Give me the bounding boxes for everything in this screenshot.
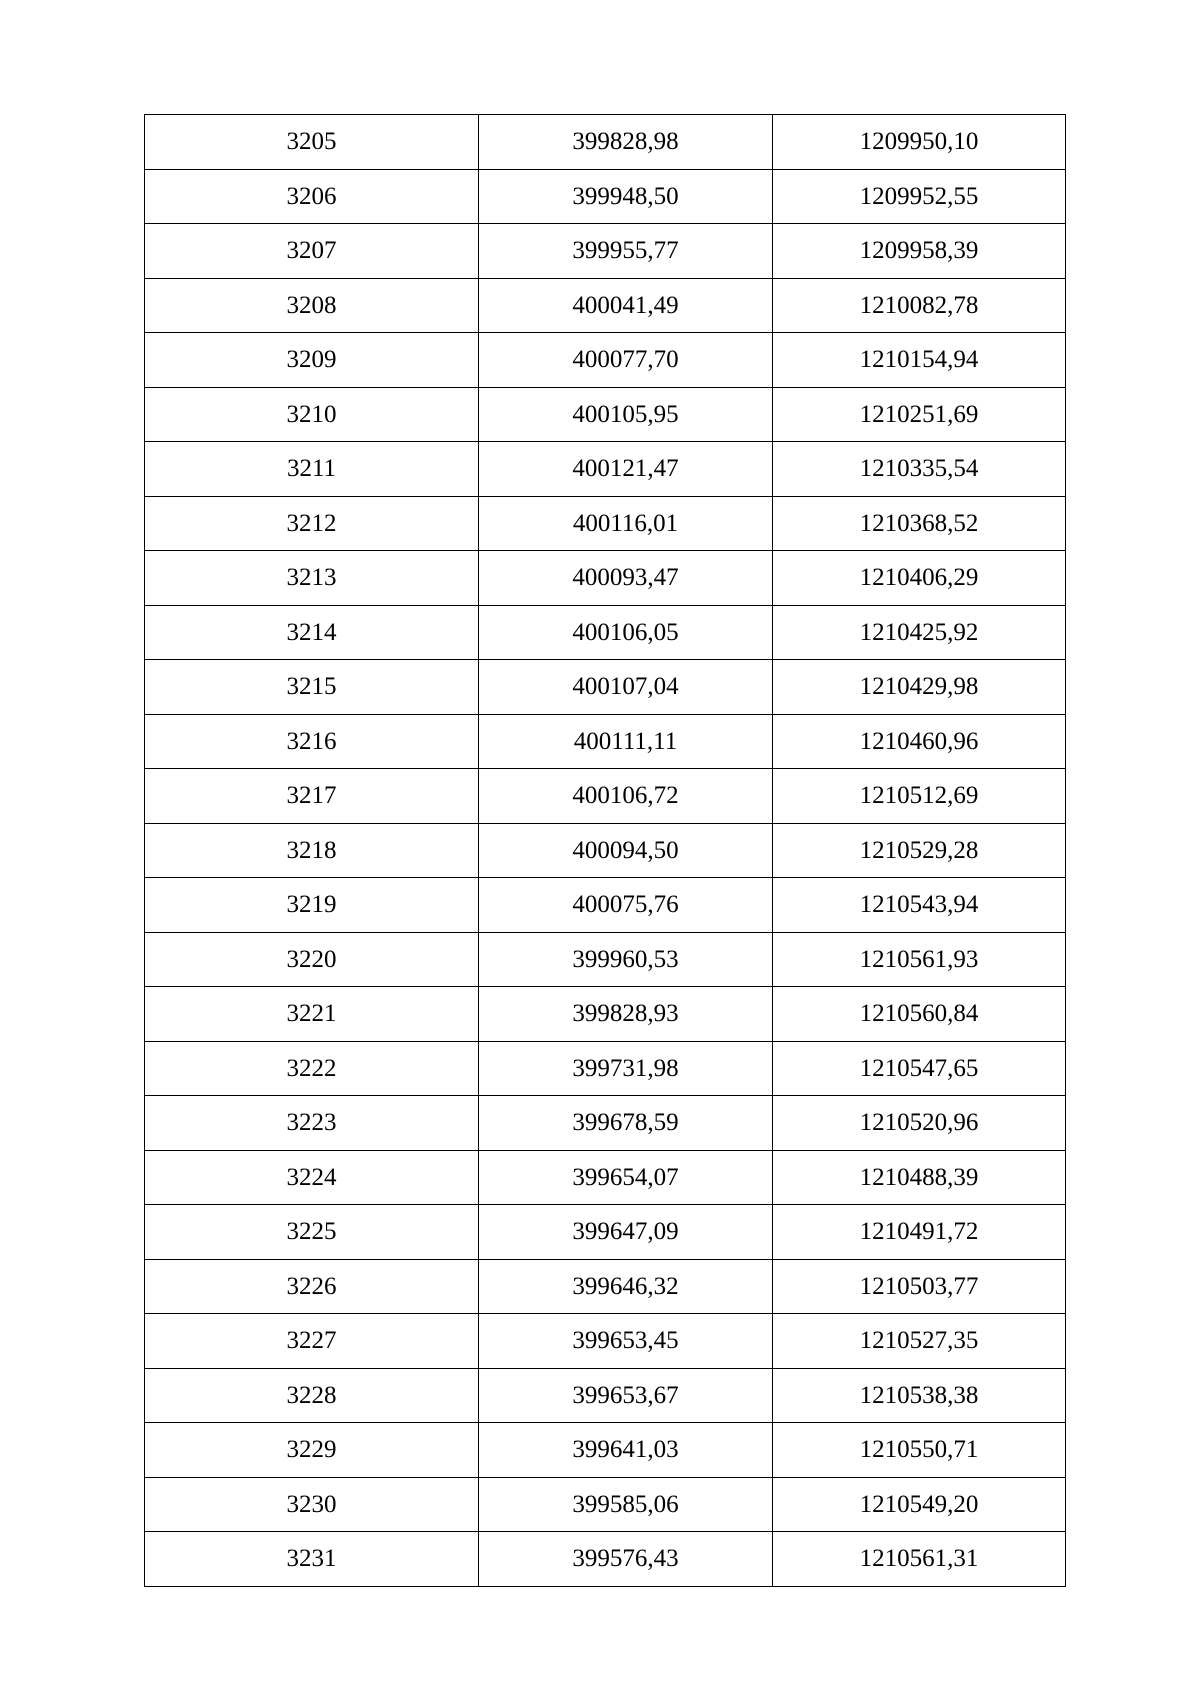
table-row xyxy=(145,987,1066,1042)
y-coordinate-cell: 1210550,71 xyxy=(773,1423,1066,1478)
point-number-cell: 3224 xyxy=(145,1150,479,1205)
y-coordinate-cell: 1210425,92 xyxy=(773,605,1066,660)
table-row xyxy=(145,1041,1066,1096)
point-number-cell: 3231 xyxy=(145,1532,479,1587)
x-coordinate-cell: 400075,76 xyxy=(479,878,773,933)
x-coordinate-cell: 399576,43 xyxy=(479,1532,773,1587)
point-number-cell: 3209 xyxy=(145,333,479,388)
y-coordinate-cell: 1210335,54 xyxy=(773,442,1066,497)
y-coordinate-cell: 1210460,96 xyxy=(773,714,1066,769)
table-row xyxy=(145,769,1066,824)
table-row xyxy=(145,496,1066,551)
y-coordinate-cell: 1210406,29 xyxy=(773,551,1066,606)
x-coordinate-cell: 400093,47 xyxy=(479,551,773,606)
y-coordinate-cell: 1210543,94 xyxy=(773,878,1066,933)
table-row xyxy=(145,169,1066,224)
y-coordinate-cell: 1210503,77 xyxy=(773,1259,1066,1314)
y-coordinate-cell: 1210549,20 xyxy=(773,1477,1066,1532)
point-number-cell: 3206 xyxy=(145,169,479,224)
table-row xyxy=(145,823,1066,878)
y-coordinate-cell: 1210082,78 xyxy=(773,278,1066,333)
y-coordinate-cell: 1210368,52 xyxy=(773,496,1066,551)
point-number-cell: 3218 xyxy=(145,823,479,878)
x-coordinate-cell: 399653,67 xyxy=(479,1368,773,1423)
table-row xyxy=(145,1314,1066,1369)
y-coordinate-cell: 1209950,10 xyxy=(773,115,1066,170)
point-number-cell: 3225 xyxy=(145,1205,479,1260)
point-number-cell: 3222 xyxy=(145,1041,479,1096)
x-coordinate-cell: 400121,47 xyxy=(479,442,773,497)
table-row xyxy=(145,1150,1066,1205)
coordinates-table xyxy=(144,114,1066,1587)
x-coordinate-cell: 400094,50 xyxy=(479,823,773,878)
table-row xyxy=(145,333,1066,388)
y-coordinate-cell: 1210491,72 xyxy=(773,1205,1066,1260)
x-coordinate-cell: 400106,72 xyxy=(479,769,773,824)
table-row xyxy=(145,660,1066,715)
x-coordinate-cell: 400041,49 xyxy=(479,278,773,333)
table-row xyxy=(145,1368,1066,1423)
y-coordinate-cell: 1209952,55 xyxy=(773,169,1066,224)
x-coordinate-cell: 399960,53 xyxy=(479,932,773,987)
x-coordinate-cell: 399828,93 xyxy=(479,987,773,1042)
x-coordinate-cell: 400077,70 xyxy=(479,333,773,388)
table-row xyxy=(145,878,1066,933)
point-number-cell: 3223 xyxy=(145,1096,479,1151)
point-number-cell: 3220 xyxy=(145,932,479,987)
x-coordinate-cell: 399678,59 xyxy=(479,1096,773,1151)
point-number-cell: 3213 xyxy=(145,551,479,606)
y-coordinate-cell: 1210529,28 xyxy=(773,823,1066,878)
table-row xyxy=(145,1096,1066,1151)
x-coordinate-cell: 399647,09 xyxy=(479,1205,773,1260)
point-number-cell: 3216 xyxy=(145,714,479,769)
table-row xyxy=(145,442,1066,497)
point-number-cell: 3221 xyxy=(145,987,479,1042)
y-coordinate-cell: 1210527,35 xyxy=(773,1314,1066,1369)
y-coordinate-cell: 1209958,39 xyxy=(773,224,1066,279)
y-coordinate-cell: 1210560,84 xyxy=(773,987,1066,1042)
y-coordinate-cell: 1210547,65 xyxy=(773,1041,1066,1096)
table-row xyxy=(145,714,1066,769)
point-number-cell: 3229 xyxy=(145,1423,479,1478)
table-row xyxy=(145,1423,1066,1478)
y-coordinate-cell: 1210512,69 xyxy=(773,769,1066,824)
x-coordinate-cell: 399585,06 xyxy=(479,1477,773,1532)
point-number-cell: 3217 xyxy=(145,769,479,824)
table-row xyxy=(145,932,1066,987)
x-coordinate-cell: 399828,98 xyxy=(479,115,773,170)
y-coordinate-cell: 1210561,31 xyxy=(773,1532,1066,1587)
y-coordinate-cell: 1210251,69 xyxy=(773,387,1066,442)
point-number-cell: 3228 xyxy=(145,1368,479,1423)
table-row xyxy=(145,224,1066,279)
x-coordinate-cell: 399641,03 xyxy=(479,1423,773,1478)
table-row xyxy=(145,551,1066,606)
table-row xyxy=(145,1205,1066,1260)
point-number-cell: 3212 xyxy=(145,496,479,551)
x-coordinate-cell: 400105,95 xyxy=(479,387,773,442)
x-coordinate-cell: 399731,98 xyxy=(479,1041,773,1096)
table-row xyxy=(145,115,1066,170)
point-number-cell: 3226 xyxy=(145,1259,479,1314)
y-coordinate-cell: 1210538,38 xyxy=(773,1368,1066,1423)
x-coordinate-cell: 399948,50 xyxy=(479,169,773,224)
table-row xyxy=(145,278,1066,333)
table-row xyxy=(145,1259,1066,1314)
point-number-cell: 3214 xyxy=(145,605,479,660)
x-coordinate-cell: 400116,01 xyxy=(479,496,773,551)
table-row xyxy=(145,387,1066,442)
x-coordinate-cell: 400111,11 xyxy=(479,714,773,769)
point-number-cell: 3215 xyxy=(145,660,479,715)
y-coordinate-cell: 1210561,93 xyxy=(773,932,1066,987)
point-number-cell: 3207 xyxy=(145,224,479,279)
table-row xyxy=(145,605,1066,660)
point-number-cell: 3205 xyxy=(145,115,479,170)
x-coordinate-cell: 399653,45 xyxy=(479,1314,773,1369)
point-number-cell: 3227 xyxy=(145,1314,479,1369)
y-coordinate-cell: 1210429,98 xyxy=(773,660,1066,715)
x-coordinate-cell: 399646,32 xyxy=(479,1259,773,1314)
point-number-cell: 3208 xyxy=(145,278,479,333)
point-number-cell: 3219 xyxy=(145,878,479,933)
x-coordinate-cell: 399955,77 xyxy=(479,224,773,279)
x-coordinate-cell: 400106,05 xyxy=(479,605,773,660)
y-coordinate-cell: 1210520,96 xyxy=(773,1096,1066,1151)
x-coordinate-cell: 400107,04 xyxy=(479,660,773,715)
point-number-cell: 3211 xyxy=(145,442,479,497)
y-coordinate-cell: 1210154,94 xyxy=(773,333,1066,388)
point-number-cell: 3210 xyxy=(145,387,479,442)
coordinates-table-body xyxy=(145,115,1066,1587)
x-coordinate-cell: 399654,07 xyxy=(479,1150,773,1205)
y-coordinate-cell: 1210488,39 xyxy=(773,1150,1066,1205)
table-row xyxy=(145,1477,1066,1532)
table-row xyxy=(145,1532,1066,1587)
point-number-cell: 3230 xyxy=(145,1477,479,1532)
